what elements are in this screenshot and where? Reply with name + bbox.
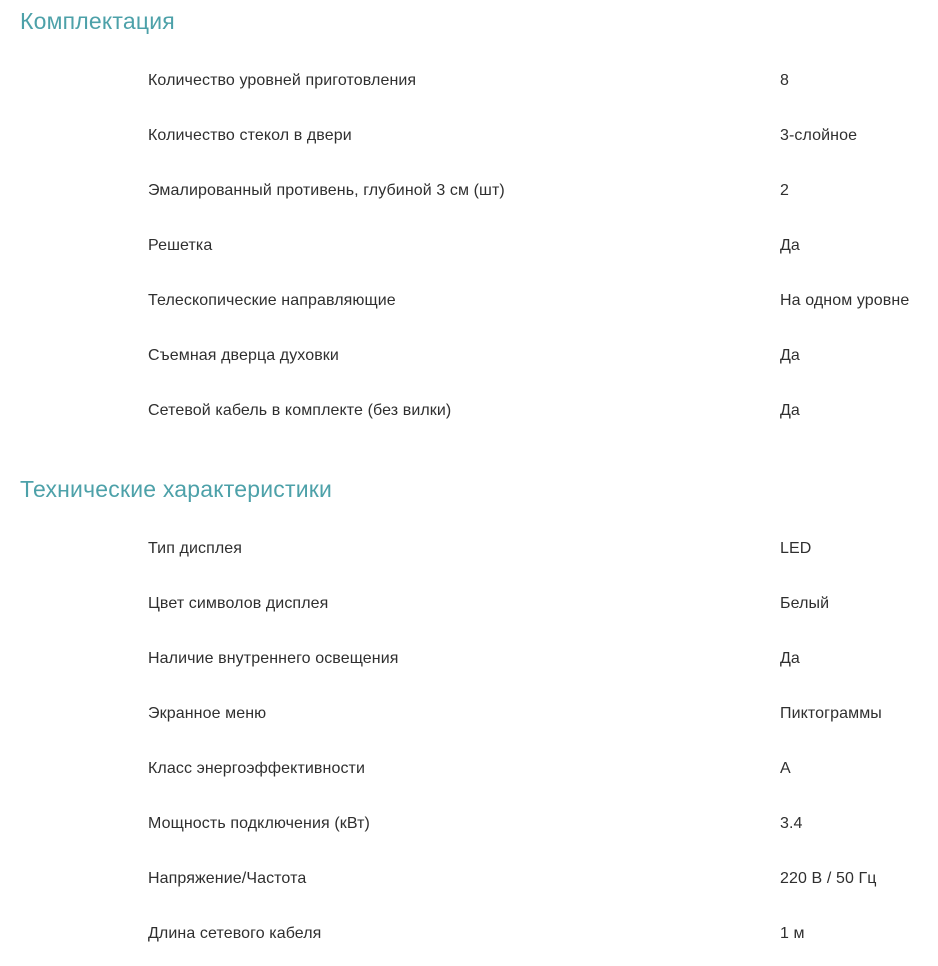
spec-value: 2 [780, 181, 789, 199]
spec-row [0, 328, 938, 383]
spec-label: Количество уровней приготовления [148, 71, 417, 89]
spec-row [0, 631, 938, 686]
spec-row [0, 218, 938, 273]
spec-label: Решетка [148, 236, 213, 254]
spec-value: Да [780, 649, 800, 667]
spec-value: 220 В / 50 Гц [780, 869, 877, 887]
spec-row [0, 741, 938, 796]
spec-rows [0, 53, 938, 438]
spec-value: Пиктограммы [780, 704, 882, 722]
spec-value: Да [780, 401, 800, 419]
spec-row [0, 163, 938, 218]
spec-value: На одном уровне [780, 291, 910, 309]
section-title: Технические характеристики [20, 476, 333, 502]
spec-row [0, 383, 938, 438]
spec-label: Напряжение/Частота [148, 869, 307, 887]
spec-label: Съемная дверца духовки [148, 346, 339, 364]
spec-label: Эмалированный противень, глубиной 3 см (шт) [148, 181, 505, 199]
spec-row [0, 576, 938, 631]
spec-value: LED [780, 539, 812, 557]
spec-row [0, 521, 938, 576]
spec-value: Белый [780, 594, 830, 612]
spec-label: Мощность подключения (кВт) [148, 814, 370, 832]
spec-value: 3.4 [780, 814, 803, 832]
spec-label: Тип дисплея [148, 539, 243, 557]
spec-label: Сетевой кабель в комплекте (без вилки) [148, 401, 452, 419]
spec-value: Да [780, 236, 800, 254]
spec-value: A [780, 759, 791, 777]
spec-label: Класс энергоэффективности [148, 759, 366, 777]
spec-label: Наличие внутреннего освещения [148, 649, 399, 667]
spec-value: 1 м [780, 924, 805, 942]
spec-row [0, 686, 938, 741]
spec-value: 8 [780, 71, 789, 89]
spec-value: 3-слойное [780, 126, 858, 144]
spec-row [0, 906, 938, 961]
spec-row [0, 796, 938, 851]
spec-label: Количество стекол в двери [148, 126, 352, 144]
spec-label: Телескопические направляющие [148, 291, 396, 309]
spec-row [0, 273, 938, 328]
spec-label: Цвет символов дисплея [148, 594, 329, 612]
spec-row [0, 53, 938, 108]
spec-row [0, 108, 938, 163]
spec-label: Экранное меню [148, 704, 267, 722]
section-title: Комплектация [20, 8, 175, 34]
spec-label: Длина сетевого кабеля [148, 924, 322, 942]
spec-section [0, 8, 938, 438]
product-specifications [0, 8, 938, 961]
spec-rows [0, 521, 938, 961]
spec-row [0, 851, 938, 906]
spec-section [0, 476, 938, 961]
spec-value: Да [780, 346, 800, 364]
